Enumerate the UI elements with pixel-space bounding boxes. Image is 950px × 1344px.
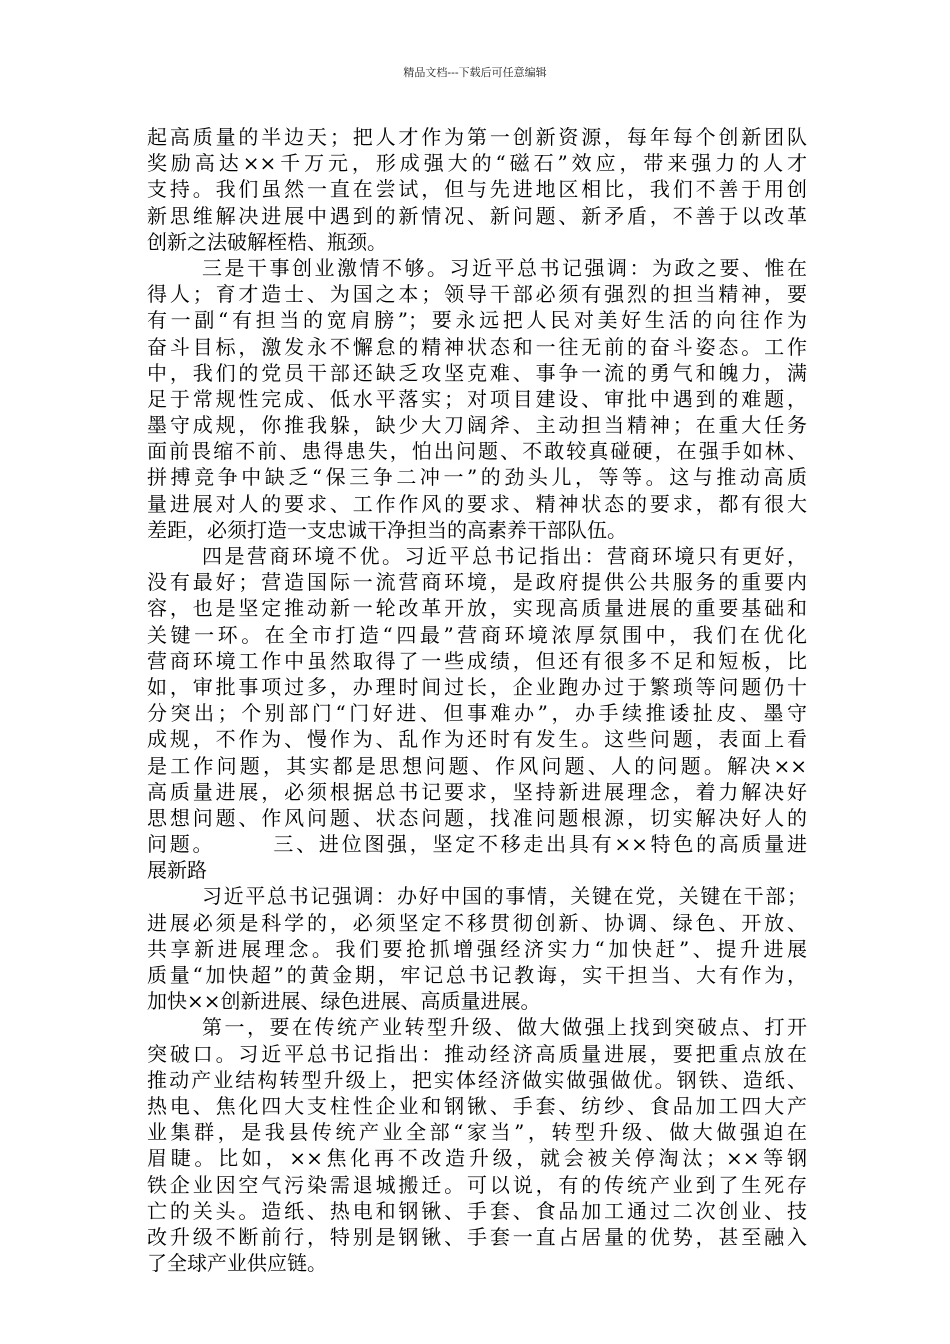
text-line: 高质量进展，必须根据总书记要求，坚持新进展理念，着力解决好 — [147, 779, 807, 804]
text-line: 习近平总书记强调：办好中国的事情，关键在党，关键在干部； — [202, 884, 807, 909]
text-line: 支持。我们虽然一直在尝试，但与先进地区相比，我们不善于用创 — [147, 177, 807, 202]
text-line: 进展必须是科学的，必须坚定不移贯彻创新、协调、绿色、开放、 — [147, 910, 807, 935]
text-line: 眉睫。比如，××焦化再不改造升级，就会被关停淘汰；××等钢 — [147, 1146, 807, 1171]
text-line: 铁企业因空气污染需退城搬迁。可以说，有的传统产业到了生死存 — [147, 1172, 807, 1197]
text-line: 关键一环。在全市打造“四最”营商环境浓厚氛围中，我们在优化 — [147, 622, 807, 647]
text-line: 第一，要在传统产业转型升级、做大做强上找到突破点、打开 — [202, 1015, 807, 1040]
text-line: 奖励高达××千万元，形成强大的“磁石”效应，带来强力的人才 — [147, 151, 807, 176]
text-line: 差距，必须打造一支忠诚干净担当的高素养干部队伍。 — [147, 517, 627, 542]
text-line: 思想问题、作风问题、状态问题，找准问题根源，切实解决好人的 — [147, 805, 807, 830]
text-line: 是工作问题，其实都是思想问题、作风问题、人的问题。解决×× — [147, 753, 807, 778]
text-line: 拼搏竞争中缺乏“保三争二冲一”的劲头儿，等等。这与推动高质 — [147, 465, 807, 490]
text-line: 展新路 — [147, 858, 207, 883]
text-line: 面前畏缩不前、患得患失，怕出问题、不敢较真碰硬，在强手如林、 — [147, 439, 807, 464]
text-line: 起高质量的半边天；把人才作为第一创新资源，每年每个创新团队 — [147, 125, 807, 149]
text-line: 得人；育才造士、为国之本；领导干部必须有强烈的担当精神，要 — [147, 282, 807, 307]
document-body — [147, 124, 807, 1276]
text-line: 营商环境工作中虽然取得了一些成绩，但还有很多不足和短板，比 — [147, 648, 807, 673]
text-line: 推动产业结构转型升级上，把实体经济做实做强做优。钢铁、造纸、 — [147, 1067, 807, 1092]
text-line: 中，我们的党员干部还缺乏攻坚克难、事争一流的勇气和魄力，满 — [147, 360, 807, 385]
text-line: 如，审批事项过多，办理时间过长，企业跑办过于繁琐等问题仍十 — [147, 674, 807, 699]
text-line: 四是营商环境不优。习近平总书记指出：营商环境只有更好， — [202, 544, 807, 568]
text-line: 没有最好；营造国际一流营商环境，是政府提供公共服务的重要内 — [147, 570, 807, 595]
text-line: 墨守成规，你推我躲，缺少大刀阔斧、主动担当精神；在重大任务 — [147, 413, 807, 438]
text-line: 足于常规性完成、低水平落实；对项目建设、审批中遇到的难题， — [147, 386, 807, 411]
text-line: 创新之法破解桎梏、瓶颈。 — [147, 229, 387, 254]
text-line: 改升级不断前行，特别是钢锹、手套一直占居量的优势，甚至融入 — [147, 1224, 807, 1249]
text-line: 了全球产业供应链。 — [147, 1251, 327, 1276]
text-line: 热电、焦化四大支柱性企业和钢锹、手套、纺纱、食品加工四大产 — [147, 1093, 807, 1118]
text-line: 问题。 三、进位图强，坚定不移走出具有××特色的高质量进 — [147, 832, 807, 857]
text-line: 容，也是坚定推动新一轮改革开放，实现高质量进展的重要基础和 — [147, 596, 807, 621]
text-line: 量进展对人的要求、工作作风的要求、精神状态的要求，都有很大 — [147, 491, 807, 516]
text-line: 新思维解决进展中遇到的新情况、新问题、新矛盾，不善于以改革 — [147, 203, 807, 228]
text-line: 亡的关头。造纸、热电和钢锹、手套、食品加工通过二次创业、技 — [147, 1198, 807, 1223]
text-line: 突破口。习近平总书记指出：推动经济高质量进展，要把重点放在 — [147, 1041, 807, 1066]
text-line: 业集群，是我县传统产业全部“家当”，转型升级、做大做强迫在 — [147, 1120, 807, 1145]
text-line: 加快××创新进展、绿色进展、高质量进展。 — [147, 989, 541, 1014]
text-line: 三是干事创业激情不够。习近平总书记强调：为政之要、惟在 — [202, 255, 807, 280]
text-line: 分突出；个别部门“门好进、但事难办”，办手续推诿扯皮、墨守 — [147, 701, 807, 726]
page-header: 精品文档---下载后可任意编辑 — [403, 66, 547, 79]
text-line: 奋斗目标，激发永不懈怠的精神状态和一往无前的奋斗姿态。工作 — [147, 334, 807, 359]
text-line: 共享新进展理念。我们要抢抓增强经济实力“加快赶”、提升进展 — [147, 936, 807, 961]
text-line: 成规，不作为、慢作为、乱作为还时有发生。这些问题，表面上看 — [147, 727, 807, 752]
text-line: 质量“加快超”的黄金期，牢记总书记教诲，实干担当、大有作为， — [147, 963, 807, 987]
text-line: 有一副“有担当的宽肩膀”；要永远把人民对美好生活的向往作为 — [147, 308, 807, 333]
